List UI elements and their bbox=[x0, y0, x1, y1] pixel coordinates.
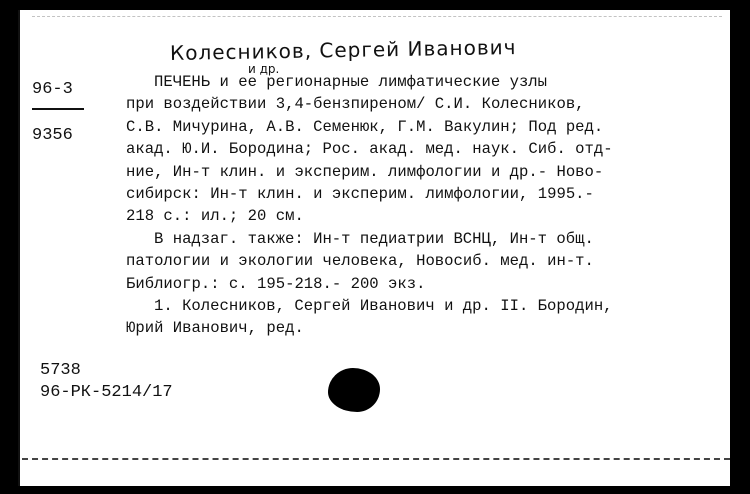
bottom-dashed-rule bbox=[22, 458, 730, 463]
entry-line: С.В. Мичурина, А.В. Семенюк, Г.М. Вакулин; Под ред. bbox=[126, 117, 604, 136]
entry-line: сибирск: Ин-т клин. и эксперим. лимфологии, 1995.- bbox=[126, 185, 594, 204]
call-number-bottom: 9356 bbox=[32, 126, 73, 145]
entry-line: при воздействии 3,4-бензпиреном/ С.И. Колесников, bbox=[126, 95, 585, 114]
entry-line: ние, Ин-т клин. и эксперим. лимфологии и др.- Ново- bbox=[126, 162, 604, 181]
entry-line: Юрий Иванович, ред. bbox=[126, 319, 304, 338]
inventory-line-2: 96-РК-5214/17 bbox=[40, 383, 173, 402]
entry-line: Библиогр.: с. 195-218.- 200 экз. bbox=[126, 274, 426, 293]
catalog-card bbox=[18, 10, 730, 486]
handwritten-note: и др. bbox=[248, 62, 280, 76]
top-speckle bbox=[32, 16, 722, 21]
handwritten-author: Колесников, Сергей Иванович bbox=[169, 34, 517, 66]
entry-line: В надзаг. также: Ин-т педиатрии ВСНЦ, Ин-т общ. bbox=[154, 229, 594, 248]
entry-line: 1. Колесников, Сергей Иванович и др. II. Бородин, bbox=[154, 297, 613, 316]
call-number-rule bbox=[32, 108, 84, 110]
bibliographic-entry bbox=[126, 71, 711, 340]
call-number-top: 96-3 bbox=[32, 80, 73, 99]
entry-line: патологии и экологии человека, Новосиб. мед. ин-т. bbox=[126, 252, 594, 271]
entry-line: 218 с.: ил.; 20 см. bbox=[126, 207, 304, 226]
ink-blot bbox=[328, 368, 380, 412]
entry-line: ПЕЧЕНЬ и ее регионарные лимфатические узлы bbox=[154, 73, 548, 91]
inventory-line-1: 5738 bbox=[40, 361, 81, 380]
entry-line: акад. Ю.И. Бородина; Рос. акад. мед. наук. Сиб. отд- bbox=[126, 140, 613, 159]
inventory-number bbox=[40, 360, 173, 404]
